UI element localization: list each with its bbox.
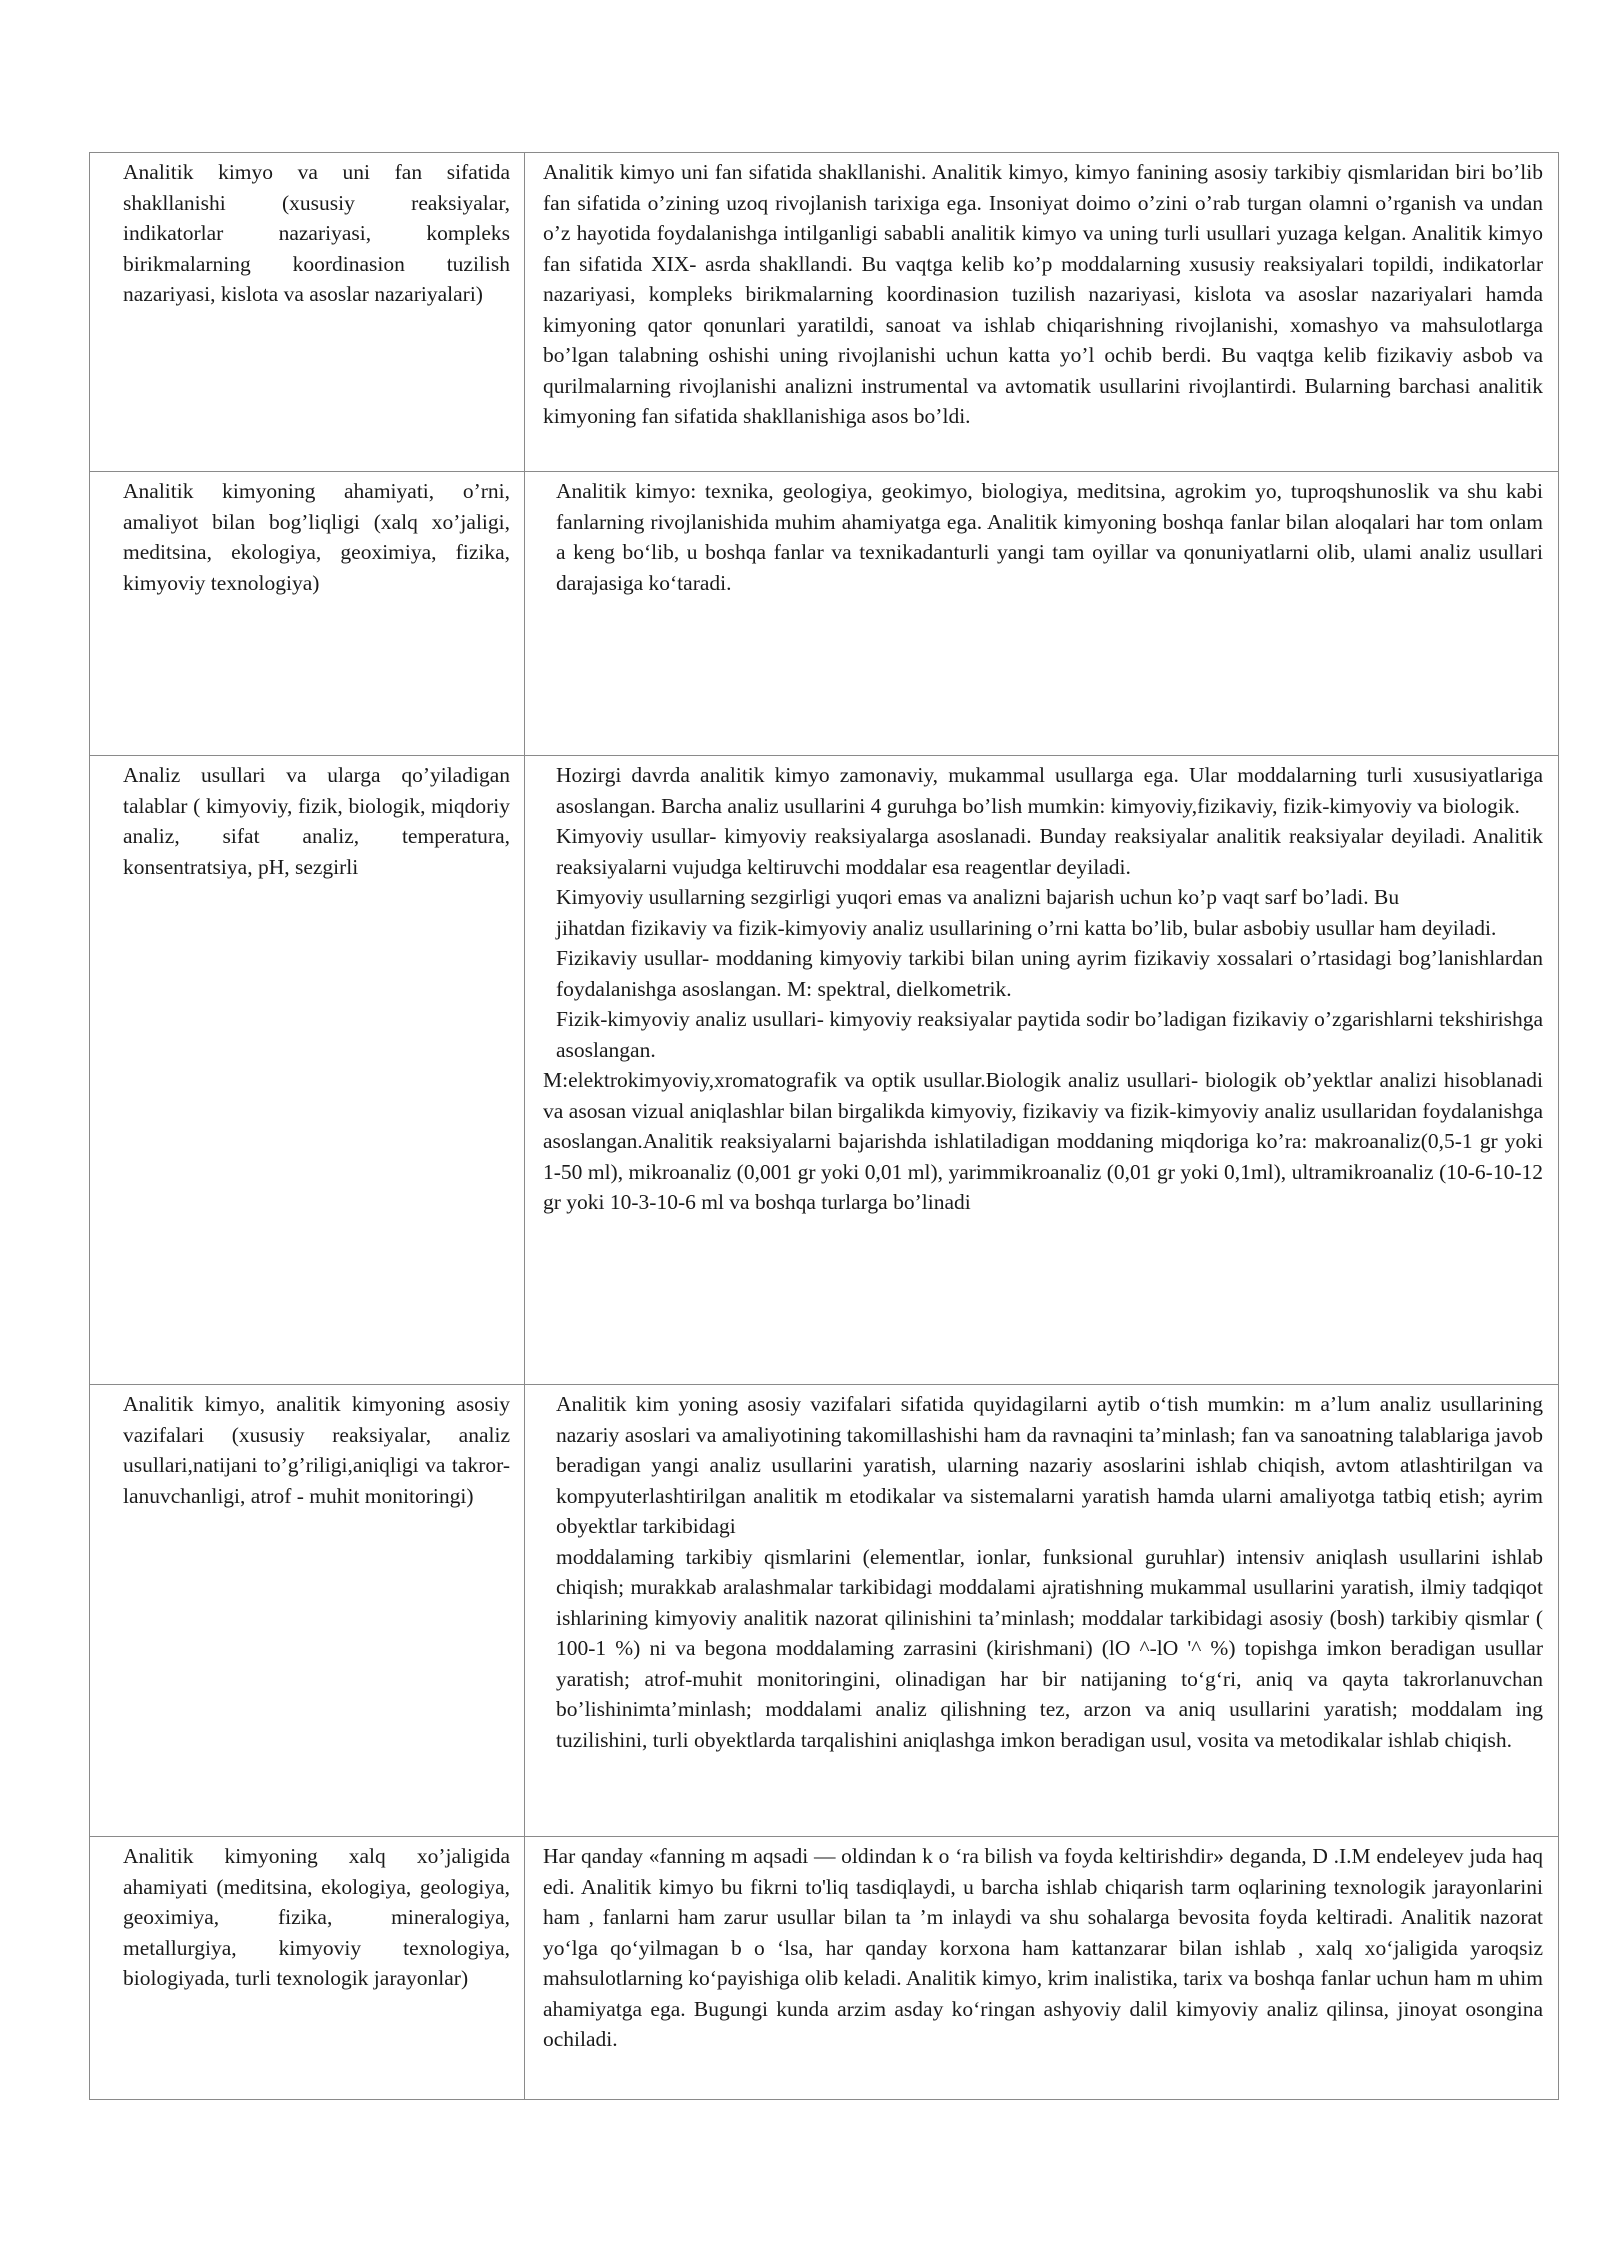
content-cell: Analitik kimyo: texnika, geologiya, geokimyo, biologiya, meditsina, agrokim yo, tuproqshunoslik va shu kabi fanlarning rivojlanishida muhim ahamiyatga ega. Analitik kimyoning boshqa fanlar bilan aloqalari har tom onlam a keng bo‘lib, u boshqa fanlar va texnikadanturli yangi tam oyillar va qonuniyatlarni olib, ulami analiz usullari darajasiga ko‘taradi. xyxy=(525,472,1559,756)
paragraph: Hozirgi davrda analitik kimyo zamonaviy, mukammal usullarga ega. Ular moddalarning turli xususiyatlariga asoslangan. Barcha analiz usullarini 4 guruhga bo’lish mumkin: kimyoviy,fizikaviy, fizik-kimyoviy va biologik. xyxy=(556,763,1543,818)
table-row xyxy=(90,756,1559,1385)
table-row xyxy=(90,153,1559,472)
table-row xyxy=(90,1385,1559,1837)
topic-cell: Analiz usullari va ularga qo’yiladigan talablar ( kimyoviy, fizik, biologik, miqdoriy analiz, sifat analiz, temperatura, konsentratsiya, pH, sezgirli xyxy=(90,756,525,1385)
topic-cell: Analitik kimyo, analitik kimyoning asosiy vazifalari (xususiy reaksiyalar, analiz usullari,natijani to’g’riligi,aniqligi va takror-lanuvchanligi, atrof - muhit monitoringi) xyxy=(90,1385,525,1837)
topic-cell: Analitik kimyoning ahamiyati, o’rni, amaliyot bilan bog’liqligi (xalq xo’jaligi, meditsina, ekologiya, geoximiya, fizika, kimyoviy texnologiya) xyxy=(90,472,525,756)
paragraph: M:elektrokimyoviy,xromatografik va optik usullar.Biologik analiz usullari- biologik ob’yektlar analizi hisoblanadi va asosan vizual aniqlashlar bilan birgalikda kimyoviy, fizikaviy va fizik-kimyoviy analiz usullaridan foydalanishga asoslangan.Analitik reaksiyalarni bajarishda ishlatiladigan moddaning miqdoriga ko’ra: makroanaliz(0,5-1 gr yoki 1-50 ml), mikroanaliz (0,001 gr yoki 0,01 ml), yarimmikroanaliz (0,01 gr yoki 0,1ml), ultramikroanaliz (10-6-10-12 gr yoki 10-3-10-6 ml va boshqa turlarga bo’linadi xyxy=(543,1068,1543,1214)
paragraph: moddalaming tarkibiy qismlarini (elementlar, ionlar, funksional guruhlar) intensiv aniqlash usullarini ishlab chiqish; murakkab aralashmalar tarkibidagi moddalami ajratishning mukammal usullarini yaratish, ilmiy tadqiqot ishlarining kimyoviy analitik nazorat qilinishini ta’minlash; moddalar tarkibidagi asosiy (bosh) tarkibiy qismlar ( 100-1 %) ni va begona moddalaming zarrasini (kirishmani) (lO ^-lO '^ %) topishga imkon beradigan usullar yaratish; atrof-muhit monitoringini, olinadigan har bir natijaning to‘g‘ri, aniq va qayta takrorlanuvchan bo’lishinimta’minlash; moddalami analiz qilishning tez, arzon va aniq usullarini yaratish; moddalam ing tuzilishini, turli obyektlarda tarqalishini aniqlashga imkon beradigan usul, vosita va metodikalar ishlab chiqish. xyxy=(556,1544,1543,1752)
paragraph: Kimyoviy usullar- kimyoviy reaksiyalarga asoslanadi. Bunday reaksiyalar analitik reaksiyalar deyiladi. Analitik reaksiyalarni vujudga keltiruvchi moddalar esa reagentlar deyiladi. xyxy=(556,824,1543,879)
topics-table xyxy=(89,152,1559,2100)
paragraph: Kimyoviy usullarning sezgirligi yuqori emas va analizni bajarish uchun ko’p vaqt sarf bo’ladi. Bu xyxy=(556,885,1400,909)
topic-cell: Analitik kimyoning xalq xo’jaligida ahamiyati (meditsina, ekologiya, geologiya, geoximiya, fizika, mineralogiya, metallurgiya, kimyoviy texnologiya, biologiyada, turli texnologik jarayonlar) xyxy=(90,1837,525,2100)
content-cell xyxy=(525,756,1559,1385)
paragraph: Fizikaviy usullar- moddaning kimyoviy tarkibi bilan uning ayrim fizikaviy xossalari o’rtasidagi bog’lanishlardan foydalanishga asoslangan. M: spektral, dielkometrik. xyxy=(556,946,1543,1001)
table-row xyxy=(90,472,1559,756)
table-row xyxy=(90,1837,1559,2100)
paragraph: Fizik-kimyoviy analiz usullari- kimyoviy reaksiyalar paytida sodir bo’ladigan fizikaviy o’zgarishlarni tekshirishga asoslangan. xyxy=(556,1007,1543,1062)
topic-cell: Analitik kimyo va uni fan sifatida shakllanishi (xususiy reaksiyalar, indikatorlar nazariyasi, kompleks birikmalarning koordinasion tuzilish nazariyasi, kislota va asoslar nazariyalari) xyxy=(90,153,525,472)
content-cell: Har qanday «fanning m aqsadi — oldindan k o ‘ra bilish va foyda keltirishdir» deganda, D .I.M endeleyev juda haq edi. Analitik kimyo bu fikrni to'liq tasdiqlaydi, u barcha ishlab chiqarish tarm oqlarining texnologik jarayonlarini ham , fanlarni ham zarur usullar bilan ta ’m inlaydi va shu sohalarga bevosita foyda keltiradi. Analitik nazorat yo‘lga qo‘yilmagan b o ‘lsa, har qanday korxona ham kattanzarar bilan ishlab , xalq xo‘jaligida yaroqsiz mahsulotlarning ko‘payishiga olib keladi. Analitik kimyo, krim inalistika, tarix va boshqa fanlar uchun ham m uhim ahamiyatga ega. Bugungi kunda arzim asday ko‘ringan ashyoviy dalil kimyoviy analiz qilinsa, jinoyat osongina ochiladi. xyxy=(525,1837,1559,2100)
content-cell xyxy=(525,1385,1559,1837)
content-cell: Analitik kimyo uni fan sifatida shakllanishi. Analitik kimyo, kimyo fanining asosiy tarkibiy qismlaridan biri bo’lib fan sifatida o’zining uzoq rivojlanish tarixiga ega. Insoniyat doimo o’zini o’rab turgan olamni o’rganish va undan o’z hayotida foydalanishga intilganligi sababli analitik kimyo va uning turli usullari yuzaga kelgan. Analitik kimyo fan sifatida XIX- asrda shakllandi. Bu vaqtga kelib ko’p moddalarning xususiy reaksiyalari topildi, indikatorlar nazariyasi, kompleks birikmalarning koordinasion tuzilish nazariyasi, kislota va asoslar nazariyalari hamda kimyoning qator qonunlari yaratildi, sanoat va ishlab chiqarishning rivojlanishi, xomashyo va mahsulotlarga bo’lgan talabning oshishi uning rivojlanishi uchun katta yo’l ochib berdi. Bu vaqtga kelib fizikaviy asbob va qurilmalarning rivojlanishi analizni instrumental va avtomatik usullarini rivojlantirdi. Bularning barchasi analitik kimyoning fan sifatida shakllanishiga asos bo’ldi. xyxy=(525,153,1559,472)
paragraph: jihatdan fizikaviy va fizik-kimyoviy analiz usullarining o’rni katta bo’lib, bular asbobiy usullar ham deyiladi. xyxy=(556,915,1497,940)
paragraph: Analitik kim yoning asosiy vazifalari sifatida quyidagilarni aytib o‘tish mumkin: m a’lum analiz usullarining nazariy asoslari va amaliyotining takomillashishi ham da ravnaqini ta’minlash; fan va sanoatning talablariga javob beradigan yangi analiz usullarini yaratish, ularning nazariy asoslarini ishlab chiqish, avtom atlashtirilgan va kompyuterlashtirilgan analitik m etodikalar va sistemalarni yaratish hamda ularni amaliyotga tatbiq etish; ayrim obyektlar tarkibidagi xyxy=(556,1392,1543,1538)
